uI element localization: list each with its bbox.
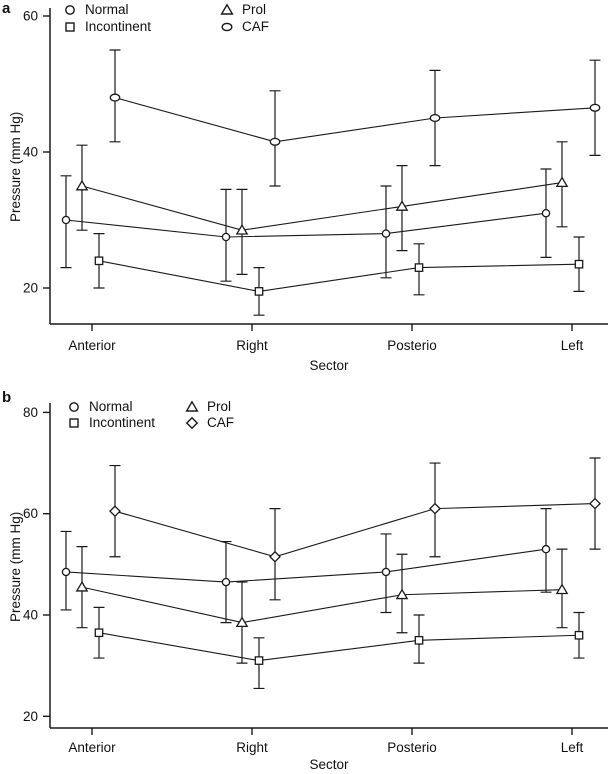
- x-tick-label: Posterio: [387, 338, 437, 353]
- caf-marker-icon: [184, 416, 200, 430]
- series-line-normal: [66, 213, 546, 237]
- y-axis-label-a: Pressure (mm Hg): [8, 111, 23, 222]
- error-bars-incontinent: [94, 234, 585, 316]
- y-tick-label: 20: [22, 280, 38, 296]
- panel-a: [23, 8, 608, 353]
- y-tick-label: 80: [22, 404, 38, 420]
- legend-label-incontinent: Incontinent: [89, 415, 156, 430]
- incontinent-marker-icon: [66, 416, 82, 430]
- markers-prol: [77, 582, 567, 626]
- prol-marker-icon: [219, 3, 235, 17]
- series-line-incontinent: [99, 633, 579, 661]
- incontinent-marker-icon: [62, 20, 78, 34]
- x-tick-label: Posterio: [387, 740, 437, 755]
- error-bars-incontinent: [94, 607, 585, 688]
- axes: [50, 403, 608, 728]
- panel-b: [23, 403, 608, 755]
- legend-label-caf: CAF: [242, 19, 269, 34]
- x-tick-label: Right: [236, 338, 268, 353]
- x-tick-label: Right: [236, 740, 268, 755]
- legend-label-normal: Normal: [85, 2, 129, 17]
- panel-b-label: b: [2, 389, 12, 406]
- x-tick-label: Anterior: [68, 740, 116, 755]
- error-bars-prol: [77, 547, 568, 663]
- legend-label-normal: Normal: [89, 399, 133, 414]
- legend-item-caf: [184, 415, 234, 430]
- legend-item-incontinent: [66, 415, 155, 430]
- legend-item-normal: [62, 2, 129, 17]
- markers-caf: [110, 94, 599, 145]
- legend-item-prol: [184, 399, 231, 414]
- markers-normal: [62, 546, 549, 586]
- y-ticks: [23, 405, 50, 724]
- legend-label-caf: CAF: [207, 415, 234, 430]
- axes: [50, 8, 608, 324]
- error-bars-caf: [110, 50, 601, 186]
- x-ticks: [68, 728, 583, 755]
- panel-a-label: a: [2, 0, 11, 17]
- y-ticks: [23, 9, 50, 296]
- error-bars-normal: [61, 509, 552, 623]
- x-tick-label: Left: [560, 338, 584, 353]
- y-axis-label-b: Pressure (mm Hg): [8, 511, 23, 622]
- series-line-caf: [115, 98, 595, 142]
- y-tick-label: 40: [22, 607, 38, 623]
- normal-marker-icon: [62, 3, 78, 17]
- legend-item-normal: [66, 399, 133, 414]
- legend-label-incontinent: Incontinent: [85, 19, 152, 34]
- markers-normal: [62, 210, 549, 241]
- x-axis-label-a: Sector: [309, 358, 349, 373]
- legend-item-prol: [219, 2, 266, 17]
- x-ticks: [68, 324, 583, 353]
- legend-item-incontinent: [62, 19, 151, 34]
- x-tick-label: Left: [560, 740, 584, 755]
- error-bars-prol: [77, 142, 568, 275]
- y-tick-label: 40: [22, 144, 38, 160]
- markers-incontinent: [95, 629, 582, 664]
- y-tick-label: 20: [22, 708, 38, 724]
- prol-marker-icon: [184, 400, 200, 414]
- markers-prol: [77, 178, 567, 234]
- x-tick-label: Anterior: [68, 338, 116, 353]
- error-bars-normal: [61, 169, 552, 281]
- error-bars-caf: [110, 458, 601, 600]
- x-axis-label-b: Sector: [309, 757, 349, 772]
- legend-label-prol: Prol: [242, 2, 267, 17]
- caf-marker-icon: [219, 20, 235, 34]
- legend-label-prol: Prol: [207, 399, 232, 414]
- normal-marker-icon: [66, 400, 82, 414]
- markers-incontinent: [95, 257, 582, 295]
- series-line-normal: [66, 549, 546, 582]
- legend-item-caf: [219, 19, 269, 34]
- series-line-prol: [82, 587, 562, 622]
- series-line-prol: [82, 183, 562, 231]
- y-tick-label: 60: [22, 8, 38, 24]
- series-line-caf: [115, 504, 595, 557]
- series-line-incontinent: [99, 261, 579, 292]
- y-tick-label: 60: [22, 506, 38, 522]
